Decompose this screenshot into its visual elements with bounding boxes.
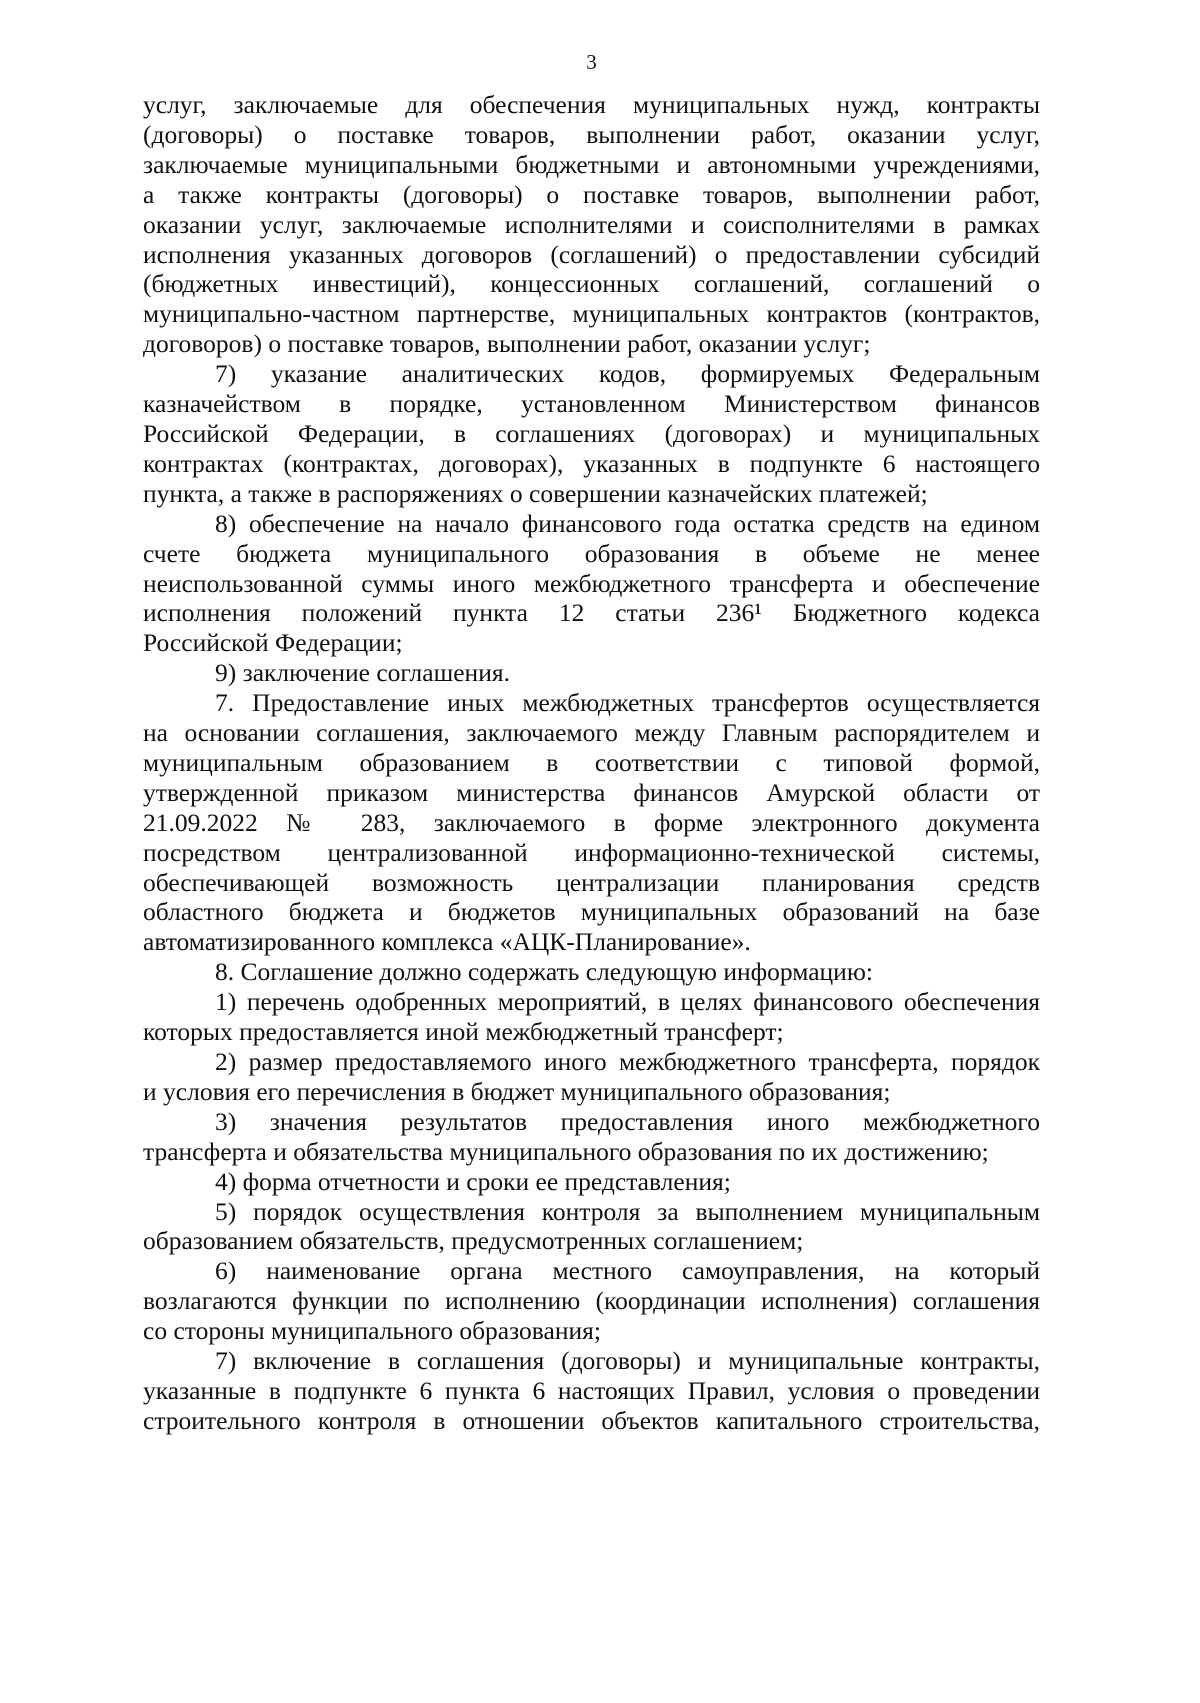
text-line: возлагаются функции по исполнению (координации исполнения) соглашения (143, 1286, 1040, 1316)
paragraph (143, 1167, 1040, 1197)
text-line: 9) заключение соглашения. (215, 658, 510, 688)
paragraph (143, 359, 1040, 509)
text-line: 2) размер предоставляемого иного межбюджетного трансферта, порядок (215, 1047, 1040, 1076)
text-line: контрактах (контрактах, договорах), указанных в подпункте 6 настоящего (143, 448, 1040, 478)
paragraph (143, 1107, 1040, 1167)
text-line: казначейством в порядке, установленном Министерством финансов (143, 389, 1040, 419)
text-line: 3) значения результатов предоставления иного межбюджетного (215, 1106, 1040, 1136)
text-line: 8) обеспечение на начало финансового года остатка средств на едином (215, 508, 1040, 538)
text-line: пункта, а также в распоряжениях о совершении казначейских платежей; (143, 478, 928, 508)
text-line: исполнения положений пункта 12 статьи 236¹ Бюджетного кодекса (143, 598, 1040, 628)
text-line: заключаемые муниципальными бюджетными и автономными учреждениями, (143, 149, 1040, 179)
text-line: и условия его перечисления в бюджет муниципального образования; (143, 1076, 891, 1106)
text-line: которых предоставляется иной межбюджетный трансферт; (143, 1017, 784, 1047)
text-line: муниципальным образованием в соответствии с типовой формой, (143, 747, 1040, 777)
text-line: утвержденной приказом министерства финансов Амурской области от (143, 777, 1040, 807)
paragraph (143, 1197, 1040, 1257)
text-line: муниципально-частном партнерстве, муниципальных контрактов (контрактов, (143, 299, 1040, 329)
page-number: 3 (586, 50, 597, 74)
text-line: областного бюджета и бюджетов муниципальных образований на базе (143, 897, 1040, 927)
text-line: исполнения указанных договоров (соглашений) о предоставлении субсидий (143, 239, 1040, 269)
text-line: договоров) о поставке товаров, выполнении работ, оказании услуг; (143, 329, 871, 359)
document-body (143, 90, 1040, 1436)
paragraph (143, 987, 1040, 1047)
text-line: 4) форма отчетности и сроки ее представления; (215, 1166, 731, 1196)
paragraph (143, 658, 1040, 688)
text-line: на основании соглашения, заключаемого между Главным распорядителем и (143, 718, 1040, 748)
text-line: посредством централизованной информационно-технической системы, (143, 837, 1040, 867)
text-line: указанные в подпункте 6 пункта 6 настоящих Правил, условия о проведении (143, 1375, 1040, 1405)
text-line: 7) включение в соглашения (договоры) и муниципальные контракты, (215, 1346, 1040, 1376)
text-line: Российской Федерации; (143, 628, 403, 658)
text-line: 5) порядок осуществления контроля за выполнением муниципальным (215, 1196, 1040, 1226)
text-line: со стороны муниципального образования; (143, 1316, 601, 1346)
text-line: 21.09.2022 № 283, заключаемого в форме электронного документа (143, 807, 1040, 837)
text-line: оказании услуг, заключаемые исполнителями и соисполнителями в рамках (143, 209, 1040, 239)
text-line: счете бюджета муниципального образования в объеме не менее (143, 538, 1040, 568)
paragraph (143, 1047, 1040, 1107)
text-line: услуг, заключаемые для обеспечения муниципальных нужд, контракты (143, 90, 1040, 119)
text-line: обеспечивающей возможность централизации планирования средств (143, 867, 1040, 897)
text-line: трансферта и обязательства муниципального образования по их достижению; (143, 1136, 989, 1166)
paragraph (143, 90, 1040, 359)
text-line: 7) указание аналитических кодов, формируемых Федеральным (215, 359, 1040, 389)
text-line: неиспользованной суммы иного межбюджетного трансферта и обеспечение (143, 568, 1040, 598)
text-line: образованием обязательств, предусмотренных соглашением; (143, 1226, 804, 1256)
text-line: а также контракты (договоры) о поставке товаров, выполнении работ, (143, 179, 1040, 209)
text-line: 8. Соглашение должно содержать следующую информацию: (215, 957, 873, 987)
paragraph (143, 1256, 1040, 1346)
paragraph (143, 509, 1040, 659)
paragraph (143, 957, 1040, 987)
text-line: 7. Предоставление иных межбюджетных трансфертов осуществляется (215, 688, 1040, 718)
text-line: (бюджетных инвестиций), концессионных соглашений, соглашений о (143, 269, 1040, 299)
text-line: 6) наименование органа местного самоуправления, на который (215, 1256, 1040, 1286)
paragraph (143, 688, 1040, 957)
paragraph (143, 1346, 1040, 1436)
text-line: Российской Федерации, в соглашениях (договорах) и муниципальных (143, 418, 1040, 448)
text-line: автоматизированного комплекса «АЦК-Планирование». (143, 927, 751, 957)
text-line: строительного контроля в отношении объектов капитального строительства, (143, 1405, 1040, 1435)
text-line: (договоры) о поставке товаров, выполнении работ, оказании услуг, (143, 119, 1040, 149)
text-line: 1) перечень одобренных мероприятий, в целях финансового обеспечения (215, 987, 1040, 1017)
